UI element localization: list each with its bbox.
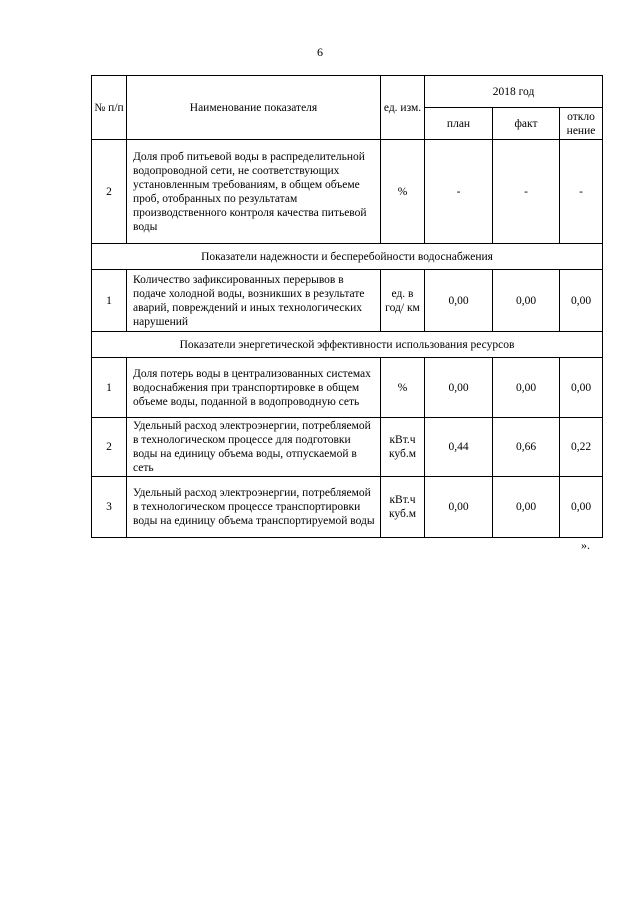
header-unit: ед. изм. <box>381 76 425 140</box>
table-row <box>92 477 603 538</box>
row-fact: - <box>493 140 560 244</box>
header-fact: факт <box>493 108 560 140</box>
table-header-row <box>92 76 603 108</box>
row-name: Количество зафиксированных перерывов в подаче холодной воды, возникших в результате аварий, повреждений и иных технологических нарушений <box>127 270 381 332</box>
row-unit: кВт.ч куб.м <box>381 477 425 538</box>
row-unit: кВт.ч куб.м <box>381 418 425 477</box>
section-row <box>92 244 603 270</box>
row-plan: 0,00 <box>425 358 493 418</box>
row-deviation: - <box>560 140 603 244</box>
row-name: Удельный расход электроэнергии, потребляемой в технологическом процессе для подготовки воды на единицу объема воды, отпускаемой в сеть <box>127 418 381 477</box>
row-num: 3 <box>92 477 127 538</box>
header-name: Наименование показателя <box>127 76 381 140</box>
row-fact: 0,00 <box>493 358 560 418</box>
table-row <box>92 418 603 477</box>
header-year: 2018 год <box>425 76 603 108</box>
section-row <box>92 332 603 358</box>
row-num: 1 <box>92 358 127 418</box>
indicators-table <box>91 75 603 538</box>
row-plan: 0,00 <box>425 477 493 538</box>
row-name: Доля потерь воды в централизованных системах водоснабжения при транспортировке в общем объеме воды, поданной в водопроводную сеть <box>127 358 381 418</box>
table-row <box>92 358 603 418</box>
row-name: Удельный расход электроэнергии, потребляемой в технологическом процессе транспортировки воды на единицу объема транспортируемой воды <box>127 477 381 538</box>
header-num: № п/п <box>92 76 127 140</box>
row-name: Доля проб питьевой воды в распределительной водопроводной сети, не соответствующих установленным требованиям, в общем объеме проб, отобранных по результатам производственного контроля качества питьевой воды <box>127 140 381 244</box>
table-row <box>92 140 603 244</box>
row-num: 2 <box>92 140 127 244</box>
row-deviation: 0,00 <box>560 477 603 538</box>
row-num: 1 <box>92 270 127 332</box>
row-plan: 0,44 <box>425 418 493 477</box>
row-deviation: 0,22 <box>560 418 603 477</box>
row-fact: 0,00 <box>493 477 560 538</box>
row-deviation: 0,00 <box>560 358 603 418</box>
closing-quote-mark: ». <box>581 538 590 552</box>
section-title-energy: Показатели энергетической эффективности использования ресурсов <box>92 332 603 358</box>
table-row <box>92 270 603 332</box>
page-number: 6 <box>317 45 323 59</box>
row-unit: % <box>381 140 425 244</box>
row-num: 2 <box>92 418 127 477</box>
row-fact: 0,00 <box>493 270 560 332</box>
header-plan: план <box>425 108 493 140</box>
row-unit: % <box>381 358 425 418</box>
header-deviation: откло нение <box>560 108 603 140</box>
section-title-reliability: Показатели надежности и бесперебойности водоснабжения <box>92 244 603 270</box>
row-deviation: 0,00 <box>560 270 603 332</box>
row-plan: 0,00 <box>425 270 493 332</box>
row-fact: 0,66 <box>493 418 560 477</box>
row-unit: ед. в год/ км <box>381 270 425 332</box>
row-plan: - <box>425 140 493 244</box>
